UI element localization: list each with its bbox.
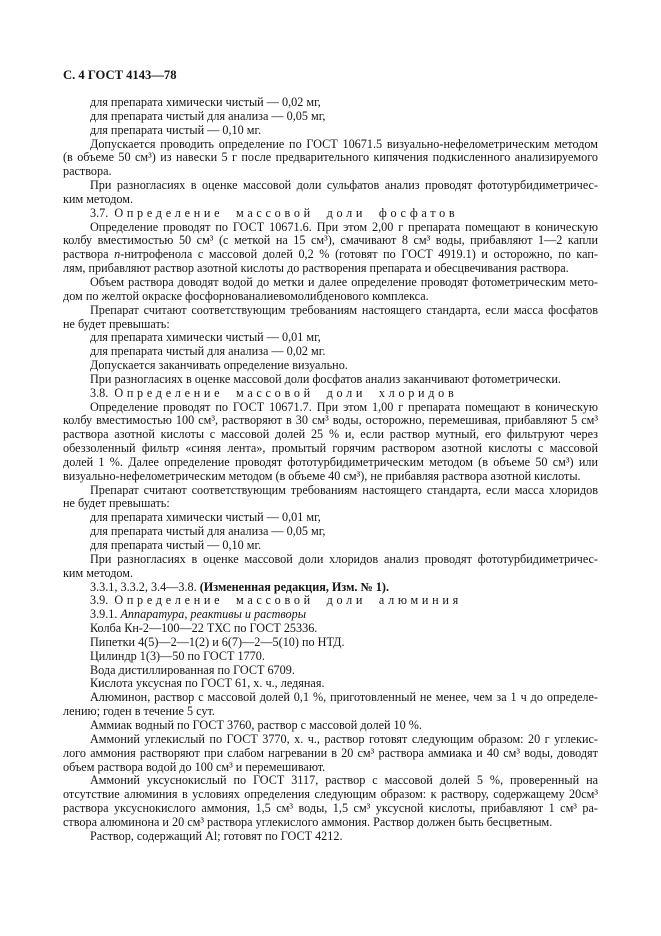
text-line: Колба Кн-2—100—22 ТХС по ГОСТ 25336.: [90, 622, 318, 636]
text-line: ким методом.: [63, 192, 134, 206]
text-line: отсутствие алюминия в условиях определения следующим образом: к раствору, содержащему 20см³: [63, 788, 598, 802]
text-line: раствора уксуснокислого аммония, 1,5 см³ воды, 1,5 см³ уксусной кислоты, прибавляют 1 см³ ра-: [63, 802, 598, 816]
text-line: Аммоний уксуснокислый по ГОСТ 3117, раствор с массовой долей 5 %, проверенный на: [90, 774, 598, 788]
text-line: Определение проводят по ГОСТ 10671.6. При этом 2,00 г препарата помещают в коническую: [90, 220, 598, 234]
text-line: Вода дистиллированная по ГОСТ 6709.: [90, 663, 295, 677]
text-segment: -нитрофенола с массовой долей 0,2 % (готовят по ГОСТ 4919.1) и осторожно, по кап-: [120, 248, 598, 262]
page-header: С. 4 ГОСТ 4143—78: [63, 68, 177, 82]
amendment-label: (Измененная редакция, Изм. № 1).: [199, 580, 390, 594]
text-line: для препарата чистый для анализа — 0,05 мг,: [90, 109, 326, 123]
text-line: Объем раствора доводят водой до метки и далее определение проводят фотометрическим мето-: [90, 275, 598, 289]
italic-symbol: n: [114, 248, 121, 262]
text-line: При разногласиях в оценке массовой доли хлоридов анализ проводят фототурбидиметричес-: [90, 552, 598, 566]
section-number: 3.8.: [90, 386, 109, 400]
text-line: лям, прибавляют раствор азотной кислоты до растворения препарата и обесцвечивания раствора.: [63, 262, 569, 276]
text-line: Аммоний углекислый по ГОСТ 3770, х. ч., раствор готовят следующим образом: 20 г углекис-: [90, 732, 598, 746]
text-line: объем раствора водой до 100 см³ и перемешивают.: [63, 760, 326, 774]
text-line: Кислота уксусная по ГОСТ 61, х. ч., ледяная.: [90, 677, 325, 691]
document-body: [63, 96, 598, 844]
text-line: для препарата чистый для анализа — 0,02 мг.: [90, 345, 326, 359]
text-line: для препарата химически чистый — 0,01 мг,: [90, 511, 321, 525]
text-line: При разногласиях в оценке массовой доли сульфатов анализ проводят фототурбидиметричес-: [90, 179, 598, 193]
text-line: ким методом.: [63, 566, 134, 580]
text-line: дом по желтой окраске фосфорнованалиевомолибденового комплекса.: [63, 289, 429, 303]
text-line: Препарат считают соответствующим требованиям настоящего стандарта, если масса хлоридов: [90, 483, 598, 497]
text-line: створа алюминона и 20 см³ раствора углекислого аммония. Раствор должен быть бесцветным.: [63, 815, 553, 829]
text-line: для препарата чистый для анализа — 0,05 мг,: [90, 525, 326, 539]
section-number: 3.7.: [90, 206, 109, 220]
section-heading-3-8: [63, 387, 598, 401]
amendment-note: [63, 581, 598, 595]
text-line: не будет превышать:: [63, 317, 170, 331]
section-heading-3-7: [63, 207, 598, 221]
text-line: При разногласиях в оценке массовой доли фосфатов анализ заканчивают фотометрически.: [90, 372, 561, 386]
text-line: колбу вместимостью 100 см³, растворяют в 30 см³ воды, осторожно, перемешивая, прибавляют 5 см³: [63, 414, 598, 428]
text-line: лению; годен в течение 5 сут.: [63, 705, 215, 719]
text-line: обеззоленный фильтр «синяя лента», промытый горячим раствором азотной кислоты с массовой: [63, 442, 598, 456]
subsection-title: Аппаратура, реактивы и растворы: [120, 608, 306, 622]
text-line: Препарат считают соответствующим требованиям настоящего стандарта, если масса фосфатов: [90, 303, 598, 317]
text-line: Алюминон, раствор с массовой долей 0,1 %, приготовленный не менее, чем за 1 ч до определе-: [90, 691, 598, 705]
text-line: Раствор, содержащий Al; готовят по ГОСТ 4212.: [90, 829, 343, 843]
text-line: (в объеме 50 см³) из навески 5 г после предварительного кипячения подкисленного анализируемого: [63, 151, 598, 165]
text-line: Допускается проводить определение по ГОСТ 10671.5 визуально-нефелометрическим методом: [90, 137, 598, 151]
text-line: Аммиак водный по ГОСТ 3760, раствор с массовой долей 10 %.: [90, 718, 422, 732]
text-line: колбу вместимостью 50 см³ (с меткой на 15 см³), смачивают 8 см³ воды, прибавляют 1—2 капли: [63, 234, 598, 248]
section-heading-3-9: [63, 594, 598, 608]
text-line: для препарата чистый — 0,10 мг.: [90, 539, 262, 552]
text-line: раствора.: [63, 165, 112, 179]
section-number: 3.9.: [90, 594, 109, 608]
text-line: для препарата химически чистый — 0,02 мг,: [90, 96, 321, 109]
text-line: Определение проводят по ГОСТ 10671.7. При этом 1,00 г препарата помещают в коническую: [90, 400, 598, 414]
text-line: для препарата чистый — 0,10 мг.: [90, 123, 262, 137]
text-line: Допускается заканчивать определение визуально.: [90, 359, 348, 373]
text-line: визуально-нефелометрическим методом (в объеме 40 см³), не прибавляя раствора азотной кислоты.: [63, 469, 581, 483]
text-line: Цилиндр 1(3)—50 по ГОСТ 1770.: [90, 649, 265, 663]
text-line: долей 1 %. Далее определение проводят фототурбидиметрическим методом (в объеме 50 см³) или: [63, 455, 598, 469]
subsection-heading-3-9-1: [63, 608, 598, 622]
text-line: для препарата химически чистый — 0,01 мг,: [90, 331, 321, 345]
section-number: 3.9.1.: [90, 608, 118, 622]
text-line: раствора азотной кислоты с массовой долей 25 % и, если раствор мутный, его фильтруют через: [63, 428, 598, 442]
clause-list: 3.3.1, 3.3.2, 3.4—3.8.: [90, 580, 197, 594]
text-segment: раствора: [63, 248, 109, 262]
text-line: не будет превышать:: [63, 497, 170, 511]
section-title: Определение массовой доли алюминия: [114, 594, 462, 608]
text-line: [63, 248, 598, 262]
text-line: лого аммония растворяют при слабом нагревании в 20 см³ раствора аммиака и 40 см³ воды, доводят: [63, 746, 598, 760]
section-title: Определение массовой доли хлоридов: [114, 386, 458, 400]
section-title: Определение массовой доли фосфатов: [114, 206, 459, 220]
text-line: Пипетки 4(5)—2—1(2) и 6(7)—2—5(10) по НТД.: [90, 635, 345, 649]
